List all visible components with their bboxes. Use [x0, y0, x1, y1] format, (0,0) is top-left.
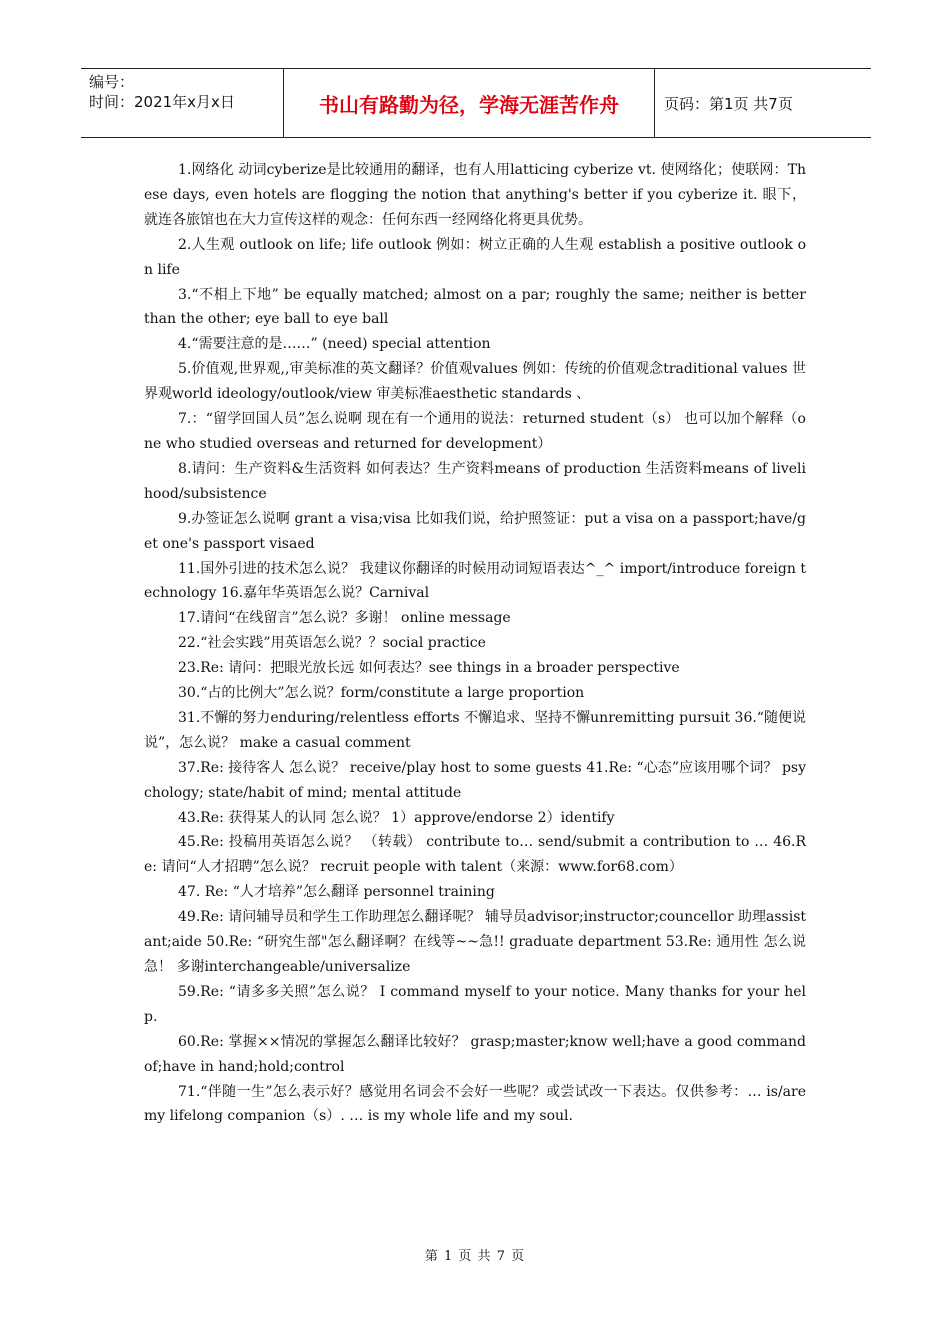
paragraph-30: 30.“占的比例大”怎么说？form/constitute a large proportion [178, 685, 585, 702]
paragraph-45: 45.Re: 投稿用英语怎么说？ （转载） contribute to… send/submit a contribution to … 46.Re: 请问“人才招聘”怎么说？ recruit people with talent（来源：www.for68.com） [144, 834, 806, 876]
document-number-label: 编号： [89, 73, 135, 91]
paragraph-22: 22.“社会实践”用英语怎么说？？social practice [178, 635, 486, 652]
page-footer: 第 1 页 共 7 页 [424, 1249, 526, 1264]
paragraph-43: 43.Re: 获得某人的认同 怎么说？ 1）approve/endorse 2）identify [178, 809, 615, 826]
document-body [144, 158, 806, 1129]
page-header [81, 68, 871, 138]
paragraph-59: 59.Re: “请多多关照”怎么说？ I command myself to your notice. Many thanks for your help. [144, 983, 806, 1025]
paragraph-4: 4.“需要注意的是……” (need) special attention [178, 336, 491, 353]
paragraph-7: 7.：“留学回国人员”怎么说啊 现在有一个通用的说法：returned student（s） 也可以加个解释（one who studied overseas and returned for development） [144, 411, 806, 452]
paragraph-8: 8.请问：生产资料&生活资料 如何表达？生产资料means of production 生活资料means of livelihood/subsistence [144, 460, 806, 502]
paragraph-17: 17.请问“在线留言”怎么说？多谢！ online message [178, 610, 511, 627]
document-date-label: 时间：2021年x月x日 [89, 93, 235, 111]
paragraph-49: 49.Re: 请问辅导员和学生工作助理怎么翻译呢？ 辅导员advisor;instructor;councellor 助理assistant;aide 50.Re: “研究生部"怎么翻译啊？在线等~~急!! graduate department 53.Re: 通用性 怎么说 急！ 多谢interchangeable/universalize [144, 909, 806, 975]
paragraph-31: 31.不懈的努力enduring/relentless efforts 不懈追求、坚持不懈unremitting pursuit 36.“随便说说”，怎么说？ make a casual comment [144, 709, 806, 751]
paragraph-71: 71.“伴随一生”怎么表示好？感觉用名词会不会好一些呢？或尝试改一下表达。仅供参考：… is/are my lifelong companion（s）. … is my whole life and my soul. [144, 1083, 806, 1125]
paragraph-3: 3.“不相上下地” be equally matched; almost on a par; roughly the same; neither is better than the other; eye ball to eye ball [144, 286, 806, 328]
paragraph-9: 9.办签证怎么说啊 grant a visa;visa 比如我们说，给护照签证：put a visa on a passport;have/get one's passport visaed [144, 510, 806, 552]
paragraph-5: 5.价值观,世界观,,审美标准的英文翻译？价值观values 例如：传统的价值观念traditional values 世界观world ideology/outlook/view 审美标准aesthetic standards 、 [144, 361, 806, 403]
paragraph-60: 60.Re: 掌握××情况的掌握怎么翻译比较好？ grasp;master;know well;have a good command of;have in hand;hold;control [144, 1033, 806, 1075]
paragraph-2: 2.人生观 outlook on life; life outlook 例如：树立正确的人生观 establish a positive outlook on life [144, 236, 806, 278]
paragraph-1: 1.网络化 动词cyberize是比较通用的翻译，也有人用latticing cyberize vt. 使网络化；使联网：These days, even hotels are flogging the notion that anything's better if you cyberize it. 眼下，就连各旅馆也在大力宣传这样的观念：任何东西一经网络化将更具优势。 [144, 162, 806, 228]
paragraph-11: 11.国外引进的技术怎么说？ 我建议你翻译的时候用动词短语表达^_^ import/introduce foreign technology 16.嘉年华英语怎么说？Carnival [144, 560, 806, 602]
header-motto: 书山有路勤为径，学海无涯苦作舟 [284, 69, 655, 137]
header-page-info: 页码：第1页 共7页 [664, 94, 793, 113]
header-meta [81, 69, 284, 137]
paragraph-47: 47. Re: “人才培养”怎么翻译 personnel training [178, 884, 495, 901]
paragraph-37: 37.Re: 接待客人 怎么说？ receive/play host to some guests 41.Re: “心态”应该用哪个词？ psychology; state/habit of mind; mental attitude [144, 759, 806, 801]
paragraph-23: 23.Re: 请问：把眼光放长远 如何表达？see things in a broader perspective [178, 660, 680, 677]
